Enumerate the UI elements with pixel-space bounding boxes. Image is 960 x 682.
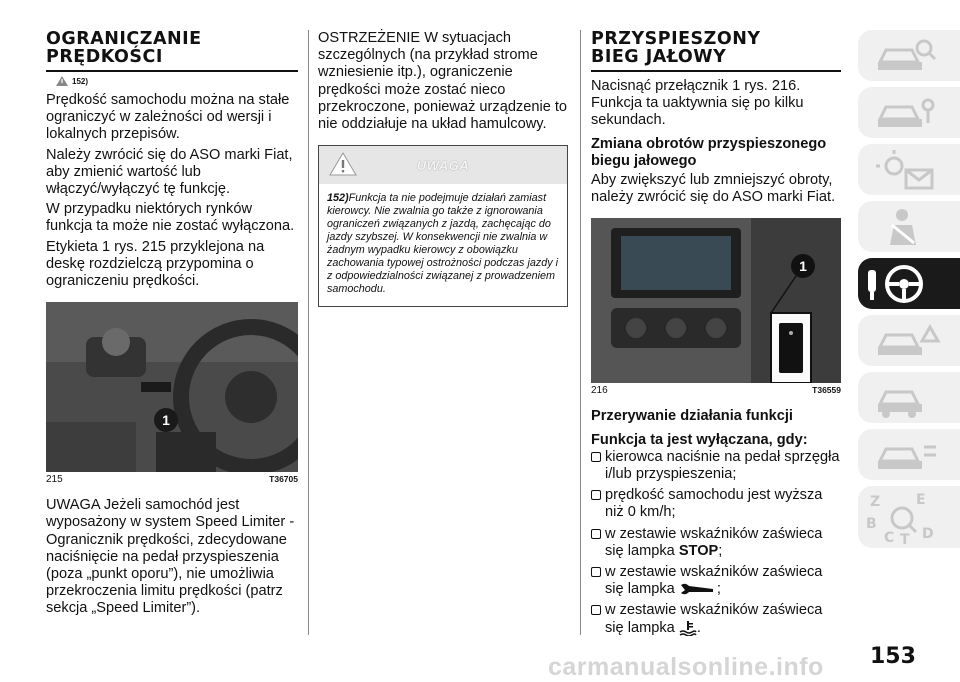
paragraph: Należy zwrócić się do ASO marki Fiat, aby zmienić wartość lub włączyć/wyłączyć tę funkcję. [46, 146, 293, 198]
wrench-warning-lamp-icon [679, 582, 717, 596]
heading-line-1: PRZYSPIESZONY [591, 29, 761, 49]
column-fast-idle [591, 30, 841, 637]
warning-reference: 152) [56, 76, 298, 86]
warning-box [318, 145, 568, 307]
section-heading-speed-limit [46, 30, 298, 72]
checkbox-bullet-icon [591, 567, 601, 577]
page-number: 153 [870, 644, 916, 669]
svg-text:E: E [916, 492, 926, 508]
tab-airbag-safety[interactable] [858, 201, 960, 252]
callout-label: 1 [799, 258, 807, 275]
light-envelope-icon [872, 148, 942, 192]
paragraph-note: UWAGA Jeżeli samochód jest wyposażony w system Speed Limiter - Ogranicznik prędkości, zdecydowane naciśnięcie na pedał przyspieszenia (poza „punkt oporu”), nie umożliwia przekroczenia limitu prędkości (patrz sekcja „Speed Limiter”). [46, 497, 295, 617]
column-speed-limit [46, 30, 298, 618]
figure-216-switch-photo [591, 218, 841, 383]
tab-emergency[interactable] [858, 315, 960, 366]
paragraph: Aby zwiększyć lub zmniejszyć obroty, należy zwrócić się do ASO marki Fiat. [591, 172, 836, 206]
warning-triangle-icon [56, 76, 68, 86]
subheading: Przerywanie działania funkcji [591, 408, 793, 425]
warning-title: UWAGA [416, 157, 470, 173]
column-divider [580, 30, 581, 635]
switch-illustration [591, 218, 841, 383]
figure-215-dashboard-photo [46, 302, 298, 472]
list-item: w zestawie wskaźników zaświeca się lampka . [591, 602, 841, 636]
tab-dashboard-knowledge[interactable] [858, 30, 960, 81]
checkbox-bullet-icon [591, 490, 601, 500]
list-item: kierowca naciśnie na pedał sprzęgła i/lub przyspieszenia; [591, 449, 841, 483]
car-key-icon [872, 91, 942, 135]
seatbelt-person-icon [872, 205, 942, 249]
paragraph-caution: OSTRZEŻENIE W sytuacjach szczególnych (na przykład strome wzniesienie itp.), ograniczenie prędkości może zostać nieco przekroczone, ponieważ urządzenie to nie oddziałuje na układ hamulcowy. [318, 30, 568, 133]
checkbox-bullet-icon [591, 529, 601, 539]
watermark: carmanualsonline.info [548, 653, 824, 681]
steering-wheel-key-icon [864, 262, 944, 306]
warning-body [319, 184, 567, 306]
column-divider [308, 30, 309, 635]
heading-line-2: BIEG JAŁOWY [591, 47, 727, 67]
tab-warning-lights[interactable] [858, 144, 960, 195]
chapter-sidebar [858, 30, 960, 554]
list-item: prędkość samochodu jest wyższa niż 0 km/h; [591, 487, 841, 521]
warning-text: Funkcja ta nie podejmuje działań zamiast kierowcy. Nie zwalnia go także z ignorowania ograniczeń związanych z jazdą, zachęcając do jazdy szybszej. W konsekwencji nie zwalnia w żadnym wypadku kierowcy z obowiązku zachowania typowej ostrożności podczas jazdy i z odpowiedzialności związanej z prowadzeniem samochodu. [327, 192, 559, 296]
heading-line-2: PRĘDKOŚCI [46, 47, 163, 67]
checkbox-bullet-icon [591, 605, 601, 615]
car-list-icon [872, 433, 942, 477]
figure-caption [46, 474, 298, 485]
svg-text:C: C [884, 530, 895, 546]
tab-index[interactable] [858, 486, 960, 548]
figure-caption [591, 385, 841, 396]
figure-number: 216 [591, 385, 608, 397]
figure-code: T36705 [269, 474, 298, 485]
section-heading-fast-idle [591, 30, 841, 72]
paragraph: Etykieta 1 rys. 215 przyklejona na deskę rozdzielczą przypomina o ograniczeniu prędkości. [46, 238, 265, 290]
list-item: w zestawie wskaźników zaświeca się lampka ; [591, 564, 841, 598]
subheading: Funkcja ta jest wyłączana, gdy: [591, 431, 808, 448]
paragraph: W przypadku niektórych rynków funkcja ta może nie zostać wyłączona. [46, 201, 295, 235]
svg-text:T: T [900, 532, 910, 546]
svg-text:D: D [922, 526, 934, 542]
list-item: w zestawie wskaźników zaświeca się lampka STOP; [591, 526, 841, 560]
coolant-temperature-lamp-icon [679, 620, 697, 636]
column-warning [318, 30, 568, 307]
car-breakdown-icon [872, 319, 942, 363]
heading-line-1: OGRANICZANIE [46, 29, 202, 49]
svg-text:B: B [866, 516, 877, 532]
alphabet-index-icon [864, 488, 944, 546]
checkbox-bullet-icon [591, 452, 601, 462]
callout-label: 1 [162, 412, 170, 429]
svg-text:Z: Z [870, 494, 881, 510]
paragraph: Nacisnąć przełącznik 1 rys. 216. Funkcja ta uaktywnia się po kilku sekundach. [591, 78, 804, 129]
car-maintenance-icon [872, 376, 942, 420]
warning-box-header [319, 146, 567, 184]
tab-starting-driving[interactable] [858, 258, 960, 309]
warning-number: 152) [327, 192, 349, 205]
figure-code: T36559 [812, 385, 841, 396]
dashboard-illustration [46, 302, 298, 472]
paragraph: Prędkość samochodu można na stałe ograniczyć w zależności od wersji i lokalnych przepisów. [46, 92, 290, 143]
tab-maintenance[interactable] [858, 372, 960, 423]
subheading: Zmiana obrotów przyspieszonego biegu jałowego [591, 135, 827, 169]
car-search-icon [872, 34, 942, 78]
figure-number: 215 [46, 474, 63, 486]
warning-triangle-icon [329, 152, 357, 176]
tab-safety[interactable] [858, 87, 960, 138]
tab-technical-data[interactable] [858, 429, 960, 480]
